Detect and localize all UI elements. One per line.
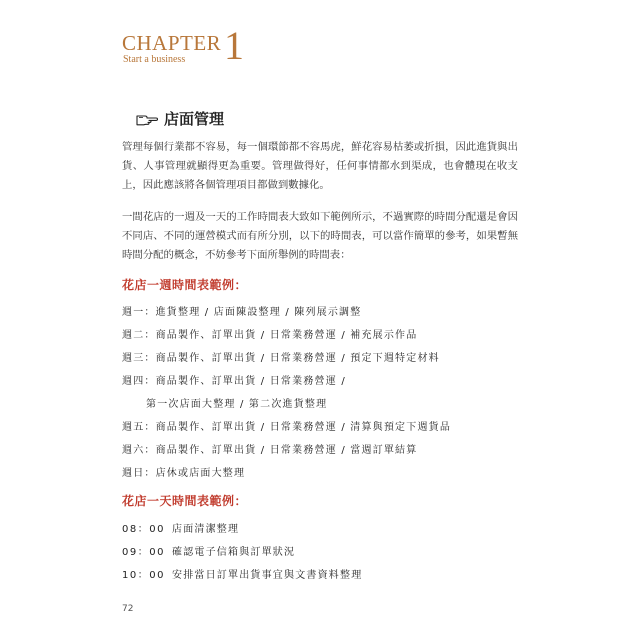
week-day: 週四：: [122, 376, 156, 387]
chapter-subtitle: Start a business: [123, 54, 186, 65]
week-row: [122, 303, 361, 318]
week-tasks: 進貨整理 / 店面陳設整理 / 陳列展示調整: [155, 307, 362, 318]
week-row: [122, 349, 440, 364]
day-time: 09：00: [122, 547, 165, 558]
day-task: 店面清潔整理: [172, 524, 240, 535]
pointing-hand-icon: [136, 112, 158, 126]
chapter-label: CHAPTER: [122, 31, 222, 55]
day-row: [122, 543, 295, 558]
week-day: 週六：: [122, 445, 156, 456]
week-day: 週五：: [122, 422, 156, 433]
page-number: 72: [122, 604, 134, 614]
section-title: 店面管理: [164, 110, 225, 128]
week-schedule-heading: 花店一週時間表範例：: [122, 278, 248, 292]
week-tasks: 商品製作、訂單出貨 / 日常業務營運 / 補充展示作品: [155, 330, 418, 341]
chapter-number: 1: [224, 23, 244, 68]
body-paragraph: 管理每個行業都不容易，每一個環節都不容馬虎，鮮花容易枯萎或折損，因此進貨與出貨、人事管理就顯得更為重要。管理做得好，任何事情都水到渠成，也會體現在收支上，因此應該將各個管理項目都做到數據化。: [122, 141, 518, 191]
day-time: 10：00: [122, 570, 165, 581]
day-row: [122, 520, 239, 535]
week-tasks: 商品製作、訂單出貨 / 日常業務營運 /: [155, 376, 346, 387]
week-day: 週日：: [122, 468, 156, 479]
day-task: 安排當日訂單出貨事宜與文書資料整理: [172, 570, 363, 581]
week-row: [122, 372, 346, 387]
week-row: [122, 418, 451, 433]
week-tasks: 店休或店面大整理: [155, 468, 246, 479]
day-task: 確認電子信箱與訂單狀況: [172, 547, 296, 558]
day-time: 08：00: [122, 524, 165, 535]
body-paragraph: 一間花店的一週及一天的工作時間表大致如下範例所示，不過實際的時間分配還是會因不同店、不同的運營模式而有所分別，以下的時間表，可以當作簡單的參考，如果暫無時間分配的概念，不妨參考下面所舉例的時間表：: [122, 211, 518, 261]
week-row: [122, 464, 245, 479]
day-schedule-heading: 花店一天時間表範例：: [122, 494, 248, 508]
week-row: [122, 326, 417, 341]
week-day: 週二：: [122, 330, 156, 341]
day-row: [122, 566, 362, 581]
week-row-continuation: [146, 395, 327, 410]
week-tasks: 第一次店面大整理 / 第二次進貨整理: [146, 399, 328, 410]
week-tasks: 商品製作、訂單出貨 / 日常業務營運 / 當週訂單結算: [155, 445, 418, 456]
week-tasks: 商品製作、訂單出貨 / 日常業務營運 / 清算與預定下週貨品: [155, 422, 452, 433]
week-row: [122, 441, 417, 456]
section-heading: [136, 108, 224, 129]
week-day: 週一：: [122, 307, 156, 318]
week-day: 週三：: [122, 353, 156, 364]
week-tasks: 商品製作、訂單出貨 / 日常業務營運 / 預定下週特定材料: [155, 353, 440, 364]
